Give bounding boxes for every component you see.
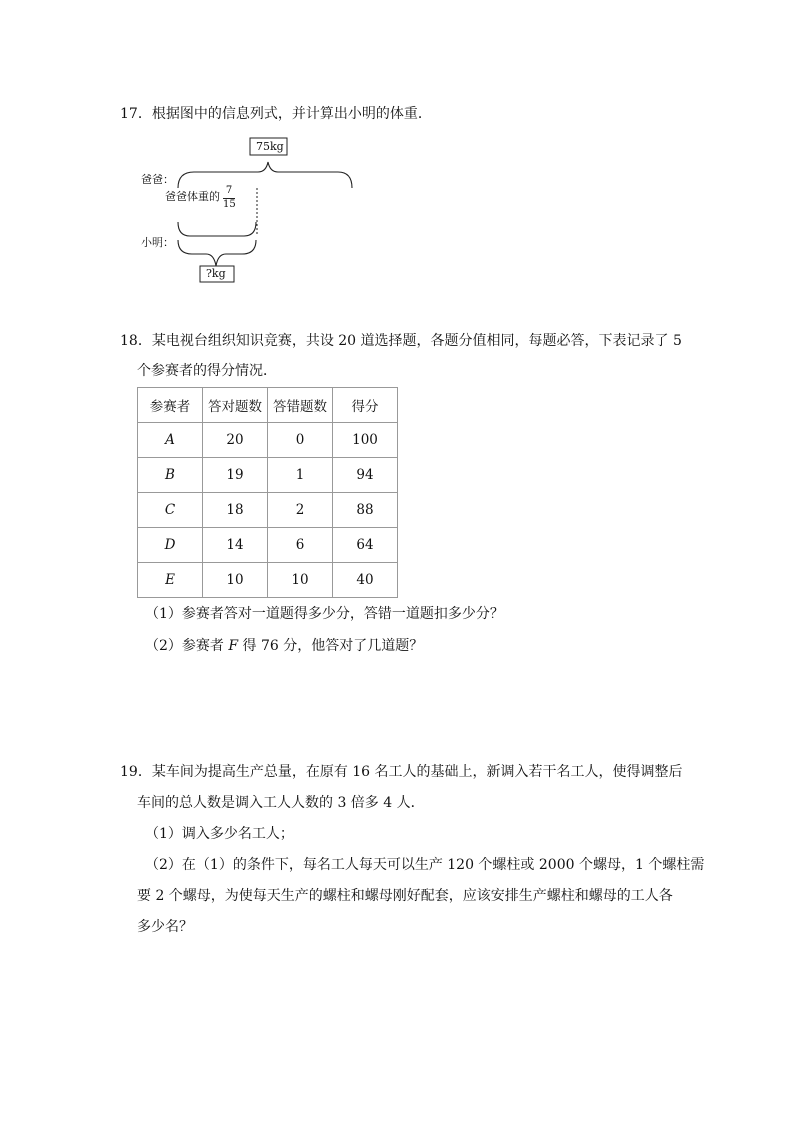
q18-sub2-variable: F	[228, 638, 239, 654]
table-header-row	[138, 388, 398, 423]
table-row	[138, 493, 398, 528]
dad-label: 爸爸：	[141, 173, 174, 186]
table-cell: 88	[333, 493, 398, 528]
ming-brace	[178, 240, 256, 266]
q18-sub1: （1）参赛者答对一道题得多少分，答错一道题扣多少分？	[145, 606, 504, 622]
ming-label: 小明：	[141, 236, 174, 249]
dad-weight-label: 75kg	[256, 140, 284, 153]
table-cell: 40	[333, 563, 398, 598]
table-cell: 2	[268, 493, 333, 528]
q19-sub2-line1: （2）在（1）的条件下，每名工人每天可以生产 120 个螺柱或 2000 个螺母，1 个螺柱需	[145, 857, 705, 873]
q18-prompt-line1: 某电视台组织知识竞赛，共设 20 道选择题，各题分值相同，每题必答，下表记录了 5	[151, 333, 682, 349]
header-cell: 得分	[333, 388, 398, 423]
table-cell: 100	[333, 423, 398, 458]
header-cell: 参赛者	[138, 388, 203, 423]
table-cell: 14	[203, 528, 268, 563]
table-cell: 1	[268, 458, 333, 493]
header-cell: 答错题数	[268, 388, 333, 423]
table-cell: 10	[268, 563, 333, 598]
table-row	[138, 458, 398, 493]
header-cell: 答对题数	[203, 388, 268, 423]
table-cell: D	[138, 528, 203, 563]
fraction-numerator: 7	[225, 185, 233, 196]
q17-prompt: 根据图中的信息列式，并计算出小明的体重．	[151, 106, 432, 122]
q19-line1	[120, 762, 683, 782]
q18-line2: 个参赛者的得分情况．	[137, 363, 277, 379]
table-cell: 10	[203, 563, 268, 598]
table-cell: 0	[268, 423, 333, 458]
q18-sub2-part-b: 得 76 分，他答对了几道题？	[238, 638, 424, 654]
table-cell: 94	[333, 458, 398, 493]
q18-sub2-part-a: （2）参赛者	[145, 638, 229, 654]
q19-number: 19．	[120, 764, 152, 780]
table-cell: E	[138, 563, 203, 598]
fraction-caption: 爸爸体重的	[165, 190, 220, 203]
q17-number: 17．	[120, 106, 152, 122]
table-cell: A	[138, 423, 203, 458]
q19-prompt-line1: 某车间为提高生产总量，在原有 16 名工人的基础上，新调入若干名工人，使得调整后	[151, 764, 683, 780]
table-cell: C	[138, 493, 203, 528]
q19-sub2-line2: 要 2 个螺母，为使每天生产的螺柱和螺母刚好配套，应该安排生产螺柱和螺母的工人各	[137, 888, 673, 904]
table-cell: 64	[333, 528, 398, 563]
table-cell: 19	[203, 458, 268, 493]
q19-line2: 车间的总人数是调入工人人数的 3 倍多 4 人．	[137, 795, 425, 811]
q18-sub2	[145, 636, 423, 656]
q19-sub1: （1）调入多少名工人；	[145, 826, 294, 842]
table-row	[138, 563, 398, 598]
ming-weight-label: ?kg	[206, 267, 226, 280]
dad-brace	[178, 162, 352, 188]
table-row	[138, 528, 398, 563]
q19-sub2-line3: 多少名？	[137, 919, 193, 935]
table-cell: 20	[203, 423, 268, 458]
q18-number: 18．	[120, 333, 152, 349]
table-row	[138, 423, 398, 458]
q18-line1	[120, 331, 682, 351]
table-cell: 18	[203, 493, 268, 528]
table-cell: B	[138, 458, 203, 493]
fraction-brace	[178, 222, 256, 236]
score-table	[137, 387, 398, 598]
fraction-denominator: 15	[223, 199, 236, 210]
table-cell: 6	[268, 528, 333, 563]
